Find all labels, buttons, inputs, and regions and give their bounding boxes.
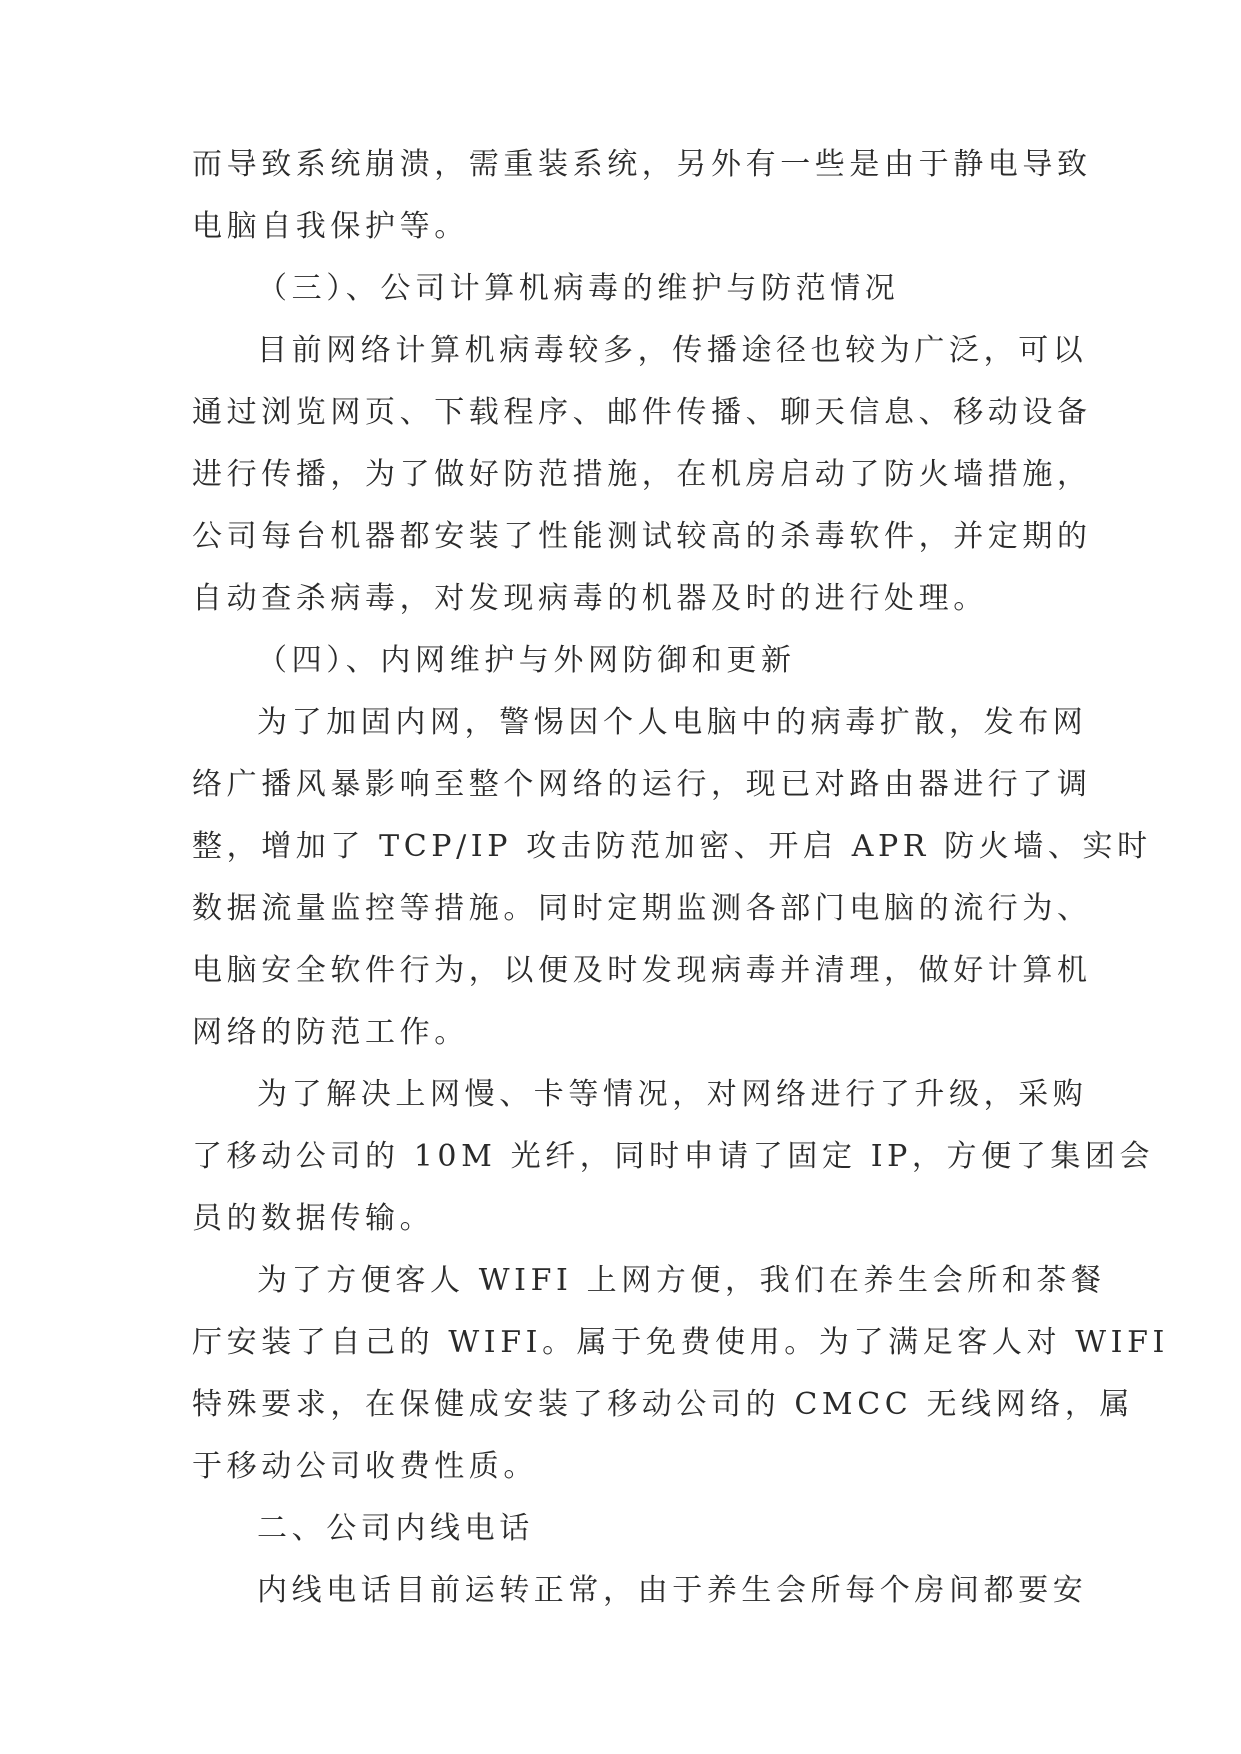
paragraph-line: 内线电话目前运转正常，由于养生会所每个房间都要安 xyxy=(257,1573,1088,1608)
section-heading: 二、公司内线电话 xyxy=(257,1511,534,1546)
paragraph-line: 公司每台机器都安装了性能测试较高的杀毒软件，并定期的 xyxy=(192,519,1092,554)
paragraph-line: 数据流量监控等措施。同时定期监测各部门电脑的流行为、 xyxy=(192,891,1092,926)
section-heading: （四）、内网维护与外网防御和更新 xyxy=(257,643,796,678)
paragraph-line: 整，增加了 TCP/IP 攻击防范加密、开启 APR 防火墙、实时 xyxy=(192,829,1152,864)
paragraph-line: 员的数据传输。 xyxy=(192,1201,435,1236)
paragraph-line: 了移动公司的 10M 光纤，同时申请了固定 IP，方便了集团会 xyxy=(192,1139,1155,1174)
paragraph-line: 于移动公司收费性质。 xyxy=(192,1449,538,1484)
paragraph-line: 通过浏览网页、下载程序、邮件传播、聊天信息、移动设备 xyxy=(192,395,1092,430)
paragraph-line: 电脑自我保护等。 xyxy=(192,209,469,244)
paragraph-line: 进行传播，为了做好防范措施，在机房启动了防火墙措施， xyxy=(192,457,1092,492)
paragraph-line: 目前网络计算机病毒较多，传播途径也较为广泛，可以 xyxy=(257,333,1088,368)
paragraph-line: 网络的防范工作。 xyxy=(192,1015,469,1050)
paragraph-line: 络广播风暴影响至整个网络的运行，现已对路由器进行了调 xyxy=(192,767,1092,802)
paragraph-line: 电脑安全软件行为，以便及时发现病毒并清理，做好计算机 xyxy=(192,953,1092,988)
section-heading: （三）、公司计算机病毒的维护与防范情况 xyxy=(257,271,900,306)
paragraph-line: 为了解决上网慢、卡等情况，对网络进行了升级，采购 xyxy=(257,1077,1088,1112)
paragraph-line: 为了加固内网，警惕因个人电脑中的病毒扩散，发布网 xyxy=(257,705,1088,740)
paragraph-line: 自动查杀病毒，对发现病毒的机器及时的进行处理。 xyxy=(192,581,988,616)
paragraph-line: 厅安装了自己的 WIFI。属于免费使用。为了满足客人对 WIFI xyxy=(192,1325,1169,1360)
paragraph-line: 而导致系统崩溃，需重装系统，另外有一些是由于静电导致 xyxy=(192,147,1092,182)
paragraph-line: 为了方便客人 WIFI 上网方便，我们在养生会所和茶餐 xyxy=(257,1263,1106,1298)
paragraph-line: 特殊要求，在保健成安装了移动公司的 CMCC 无线网络，属 xyxy=(192,1387,1135,1422)
